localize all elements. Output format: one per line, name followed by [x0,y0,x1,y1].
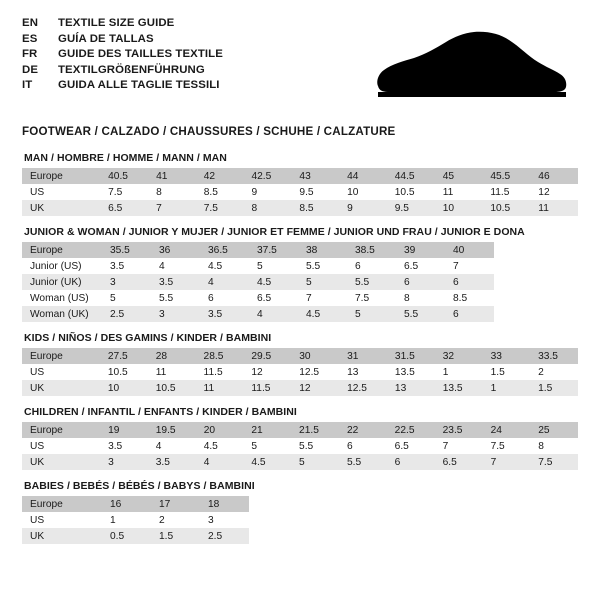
size-cell: 1 [483,380,531,396]
size-cell: 38.5 [347,242,396,258]
size-cell: 25 [530,422,578,438]
size-cell: 8.5 [196,184,244,200]
row-label: Europe [22,242,102,258]
size-cell: 10.5 [100,364,148,380]
size-cell: 8.5 [291,200,339,216]
size-cell: 44.5 [387,168,435,184]
size-cell: 7.5 [196,200,244,216]
size-cell: 11 [435,184,483,200]
size-cell: 42.5 [243,168,291,184]
size-cell: 12 [530,184,578,200]
language-list [22,16,223,94]
size-cell: 7 [435,438,483,454]
category-line: FOOTWEAR / CALZADO / CHAUSSURES / SCHUHE / CALZATURE [22,125,396,138]
size-cell: 39 [396,242,445,258]
table-row [22,184,578,200]
size-cell: 23.5 [435,422,483,438]
size-cell: 27.5 [100,348,148,364]
row-label: Europe [22,348,100,364]
language-title: GUIDA ALLE TAGLIE TESSILI [58,79,220,91]
size-cell: 7 [148,200,196,216]
size-cell: 11.5 [243,380,291,396]
size-cell: 7.5 [483,438,531,454]
size-cell: 10 [339,184,387,200]
size-cell: 7.5 [530,454,578,470]
size-cell: 22 [339,422,387,438]
size-cell: 6 [200,290,249,306]
size-cell: 17 [151,496,200,512]
size-cell: 11 [530,200,578,216]
size-cell: 4.5 [200,258,249,274]
size-cell: 13 [339,364,387,380]
size-cell: 31.5 [387,348,435,364]
size-cell: 6 [445,306,494,322]
size-cell: 7 [483,454,531,470]
size-cell: 40.5 [100,168,148,184]
size-cell: 1.5 [151,528,200,544]
size-section [22,226,578,332]
size-cell: 10 [100,380,148,396]
size-cell: 4.5 [298,306,347,322]
size-cell: 13.5 [435,380,483,396]
row-label: US [22,438,100,454]
size-table [22,422,578,470]
language-row [22,78,223,94]
size-cell: 35.5 [102,242,151,258]
size-cell: 6 [387,454,435,470]
size-cell: 19 [100,422,148,438]
size-cell: 41 [148,168,196,184]
table-row [22,528,249,544]
size-cell: 3 [100,454,148,470]
language-row [22,32,223,48]
size-cell: 4.5 [249,274,298,290]
size-cell: 5 [291,454,339,470]
size-cell: 6 [396,274,445,290]
size-cell: 3.5 [200,306,249,322]
size-cell: 3 [102,274,151,290]
section-title: CHILDREN / INFANTIL / ENFANTS / KINDER / BAMBINI [24,406,297,418]
size-cell: 3.5 [151,274,200,290]
row-label: US [22,512,102,528]
table-row [22,454,578,470]
size-cell: 4 [151,258,200,274]
dress-shoe-icon [370,30,570,108]
size-cell: 12.5 [291,364,339,380]
size-cell: 5 [102,290,151,306]
size-cell: 10.5 [387,184,435,200]
size-cell: 33.5 [530,348,578,364]
size-cell: 5.5 [151,290,200,306]
size-cell: 6.5 [100,200,148,216]
size-cell: 8 [243,200,291,216]
row-label: Woman (UK) [22,306,102,322]
size-cell: 1 [435,364,483,380]
size-cell: 40 [445,242,494,258]
row-label: Woman (US) [22,290,102,306]
language-code: FR [22,48,38,60]
size-cell: 5.5 [396,306,445,322]
size-cell: 4 [196,454,244,470]
size-cell: 42 [196,168,244,184]
size-cell: 3.5 [148,454,196,470]
table-row [22,422,578,438]
size-cell: 8 [396,290,445,306]
language-row [22,47,223,63]
size-cell: 45 [435,168,483,184]
size-cell: 3 [151,306,200,322]
size-tables [22,152,578,554]
size-cell: 2 [151,512,200,528]
size-section [22,406,578,480]
section-title: MAN / HOMBRE / HOMME / MANN / MAN [24,152,227,164]
table-row [22,290,494,306]
row-label: Europe [22,168,100,184]
size-cell: 7.5 [347,290,396,306]
size-cell: 4 [200,274,249,290]
language-code: EN [22,17,39,29]
size-cell: 12.5 [339,380,387,396]
language-title: GUÍA DE TALLAS [58,32,154,45]
size-cell: 12 [291,380,339,396]
table-row [22,200,578,216]
size-cell: 45.5 [482,168,530,184]
language-row [22,16,223,32]
size-cell: 6.5 [249,290,298,306]
size-cell: 28.5 [196,348,244,364]
size-cell: 7.5 [100,184,148,200]
size-cell: 11 [196,380,244,396]
size-cell: 1 [102,512,151,528]
row-label: US [22,184,100,200]
size-table [22,168,578,216]
language-code: DE [22,63,39,76]
table-row [22,364,578,380]
table-row [22,168,578,184]
size-cell: 21.5 [291,422,339,438]
size-cell: 2 [530,364,578,380]
size-cell: 9.5 [291,184,339,200]
size-cell: 6 [347,258,396,274]
size-cell: 10.5 [148,380,196,396]
size-cell: 7 [298,290,347,306]
size-cell: 5.5 [347,274,396,290]
row-label: UK [22,200,100,216]
table-row [22,348,578,364]
size-cell: 37.5 [249,242,298,258]
size-cell: 19.5 [148,422,196,438]
section-title: KIDS / NIÑOS / DES GAMINS / KINDER / BAMBINI [24,332,272,344]
table-row [22,496,249,512]
language-title: GUIDE DES TAILLES TEXTILE [58,48,223,60]
size-section [22,152,578,226]
size-cell: 2.5 [200,528,249,544]
table-row [22,306,494,322]
language-code: ES [22,32,38,45]
size-section [22,332,578,406]
size-cell: 3 [200,512,249,528]
size-cell: 12 [243,364,291,380]
size-cell: 5.5 [291,438,339,454]
size-cell: 5.5 [298,258,347,274]
size-cell: 5 [347,306,396,322]
size-cell: 38 [298,242,347,258]
size-cell: 2.5 [102,306,151,322]
row-label: UK [22,380,100,396]
size-cell: 11 [148,364,196,380]
size-cell: 46 [530,168,578,184]
size-cell: 4.5 [243,454,291,470]
page-header [22,16,578,108]
size-cell: 6 [445,274,494,290]
row-label: UK [22,454,100,470]
size-cell: 28 [148,348,196,364]
size-cell: 6 [339,438,387,454]
size-cell: 11.5 [196,364,244,380]
size-cell: 7 [445,258,494,274]
size-cell: 29.5 [243,348,291,364]
size-cell: 8.5 [445,290,494,306]
size-cell: 9 [243,184,291,200]
size-cell: 1.5 [483,364,531,380]
row-label: Europe [22,496,102,512]
size-table [22,242,494,322]
size-cell: 6.5 [396,258,445,274]
size-cell: 43 [291,168,339,184]
size-cell: 18 [200,496,249,512]
size-cell: 4 [148,438,196,454]
size-cell: 32 [435,348,483,364]
size-cell: 21 [243,422,291,438]
size-cell: 36 [151,242,200,258]
table-row [22,438,578,454]
size-cell: 24 [483,422,531,438]
size-cell: 3.5 [102,258,151,274]
row-label: Junior (US) [22,258,102,274]
size-cell: 36.5 [200,242,249,258]
size-cell: 5 [249,258,298,274]
size-cell: 8 [148,184,196,200]
size-cell: 33 [483,348,531,364]
size-cell: 1.5 [530,380,578,396]
size-cell: 5.5 [339,454,387,470]
size-cell: 4.5 [196,438,244,454]
row-label: US [22,364,100,380]
table-row [22,258,494,274]
size-cell: 11.5 [482,184,530,200]
size-cell: 9.5 [387,200,435,216]
size-table [22,496,249,544]
row-label: Junior (UK) [22,274,102,290]
size-cell: 0.5 [102,528,151,544]
table-row [22,512,249,528]
row-label: Europe [22,422,100,438]
language-title: TEXTILGRÖßENFÜHRUNG [58,63,205,76]
size-cell: 4 [249,306,298,322]
size-cell: 8 [530,438,578,454]
size-cell: 10.5 [482,200,530,216]
section-title: JUNIOR & WOMAN / JUNIOR Y MUJER / JUNIOR ET FEMME / JUNIOR UND FRAU / JUNIOR E DONA [24,226,525,238]
size-cell: 5 [243,438,291,454]
section-title: BABIES / BEBÉS / BÉBÉS / BABYS / BAMBINI [24,480,255,492]
size-cell: 6.5 [387,438,435,454]
size-table [22,348,578,396]
size-cell: 22.5 [387,422,435,438]
size-cell: 31 [339,348,387,364]
table-row [22,380,578,396]
size-cell: 9 [339,200,387,216]
language-row [22,63,223,79]
table-row [22,242,494,258]
size-cell: 16 [102,496,151,512]
table-row [22,274,494,290]
size-cell: 30 [291,348,339,364]
row-label: UK [22,528,102,544]
size-section [22,480,578,554]
size-cell: 6.5 [435,454,483,470]
size-cell: 44 [339,168,387,184]
size-cell: 13.5 [387,364,435,380]
size-cell: 10 [435,200,483,216]
language-title: TEXTILE SIZE GUIDE [58,17,175,29]
size-cell: 20 [196,422,244,438]
size-cell: 5 [298,274,347,290]
language-code: IT [22,79,33,91]
size-cell: 3.5 [100,438,148,454]
size-cell: 13 [387,380,435,396]
